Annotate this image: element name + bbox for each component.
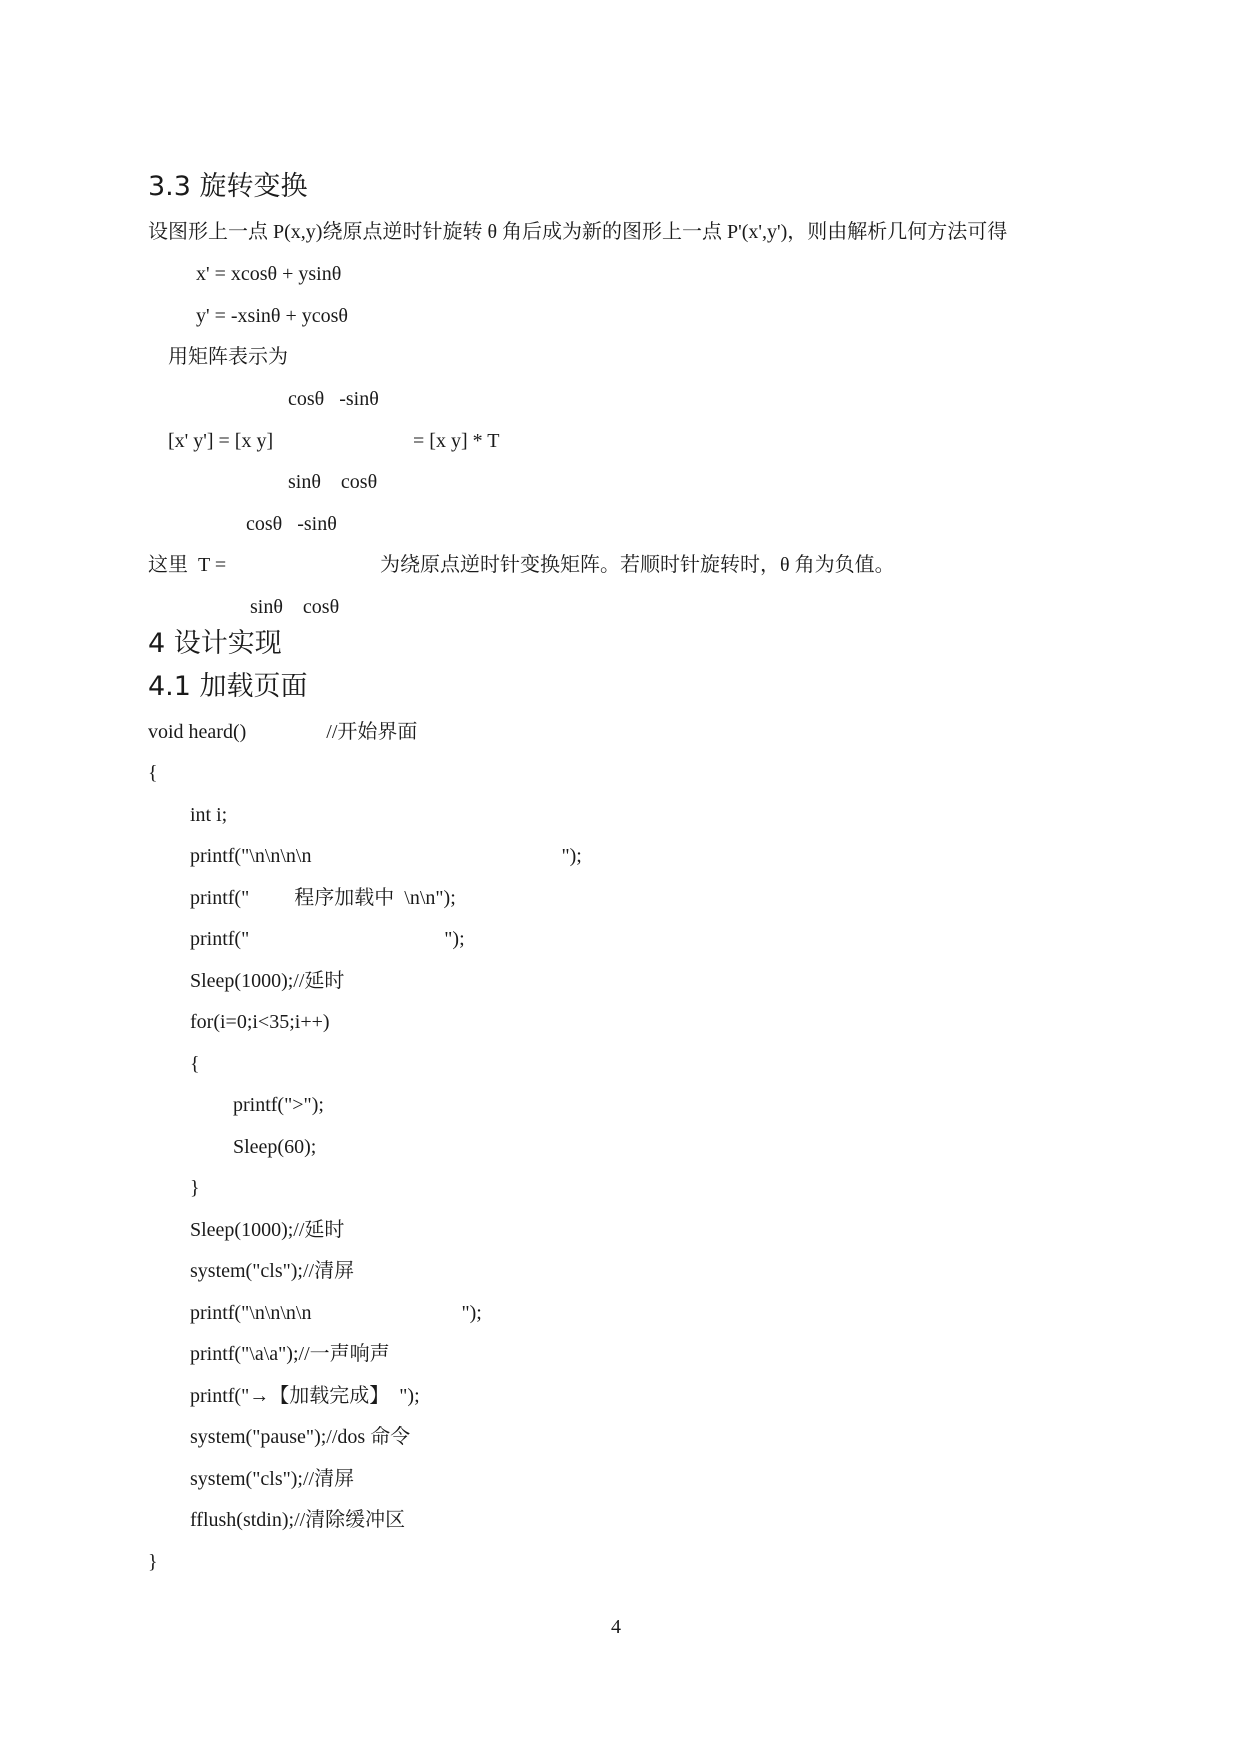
t-label: 这里 T = bbox=[148, 554, 227, 576]
page-number: 4 bbox=[611, 1616, 621, 1638]
t-matrix-row-1: cosθ -sinθ bbox=[246, 513, 337, 535]
code-line: system("cls");//清屏 bbox=[190, 1260, 355, 1282]
section-4-1-heading: 4.1 加载页面 bbox=[148, 671, 308, 702]
code-line: system("cls");//清屏 bbox=[190, 1468, 355, 1490]
code-line: { bbox=[148, 762, 158, 784]
section-4-heading: 4 设计实现 bbox=[148, 628, 282, 659]
t-matrix-row-2: sinθ cosθ bbox=[250, 596, 340, 618]
code-line: printf("\n\n\n\n "); bbox=[190, 845, 582, 867]
code-line: { bbox=[190, 1053, 200, 1075]
section-3-3-heading: 3.3 旋转变换 bbox=[148, 171, 308, 202]
code-line: } bbox=[148, 1551, 158, 1573]
matrix-row-2: sinθ cosθ bbox=[288, 471, 378, 493]
code-line: Sleep(60); bbox=[233, 1136, 317, 1158]
matrix-rhs: = [x y] * T bbox=[413, 430, 500, 452]
code-line: void heard() //开始界面 bbox=[148, 721, 418, 743]
code-line: int i; bbox=[190, 804, 228, 826]
code-line: printf(">"); bbox=[233, 1094, 324, 1116]
code-line: system("pause");//dos 命令 bbox=[190, 1426, 411, 1448]
code-line: printf("\a\a");//一声响声 bbox=[190, 1343, 390, 1365]
code-line: printf(" 程序加载中 \n\n"); bbox=[190, 887, 456, 909]
code-line: } bbox=[190, 1177, 200, 1199]
code-line: Sleep(1000);//延时 bbox=[190, 970, 345, 992]
equation-y-prime: y' = -xsinθ + ycosθ bbox=[196, 305, 348, 327]
section-3-3-intro: 设图形上一点 P(x,y)绕原点逆时针旋转 θ 角后成为新的图形上一点 P'(x',y')，则由解析几何方法可得 bbox=[148, 221, 1008, 243]
code-line: for(i=0;i<35;i++) bbox=[190, 1011, 330, 1033]
code-line: printf(" "); bbox=[190, 928, 465, 950]
matrix-row-1: cosθ -sinθ bbox=[288, 388, 379, 410]
code-line: fflush(stdin);//清除缓冲区 bbox=[190, 1509, 406, 1531]
code-line: Sleep(1000);//延时 bbox=[190, 1219, 345, 1241]
code-line: printf("→【加载完成】 "); bbox=[190, 1385, 420, 1407]
matrix-intro: 用矩阵表示为 bbox=[168, 346, 288, 368]
code-line: printf("\n\n\n\n "); bbox=[190, 1302, 482, 1324]
equation-x-prime: x' = xcosθ + ysinθ bbox=[196, 263, 342, 285]
t-description: 为绕原点逆时针变换矩阵。若顺时针旋转时，θ 角为负值。 bbox=[380, 554, 895, 576]
matrix-lhs: [x' y'] = [x y] bbox=[168, 430, 274, 452]
